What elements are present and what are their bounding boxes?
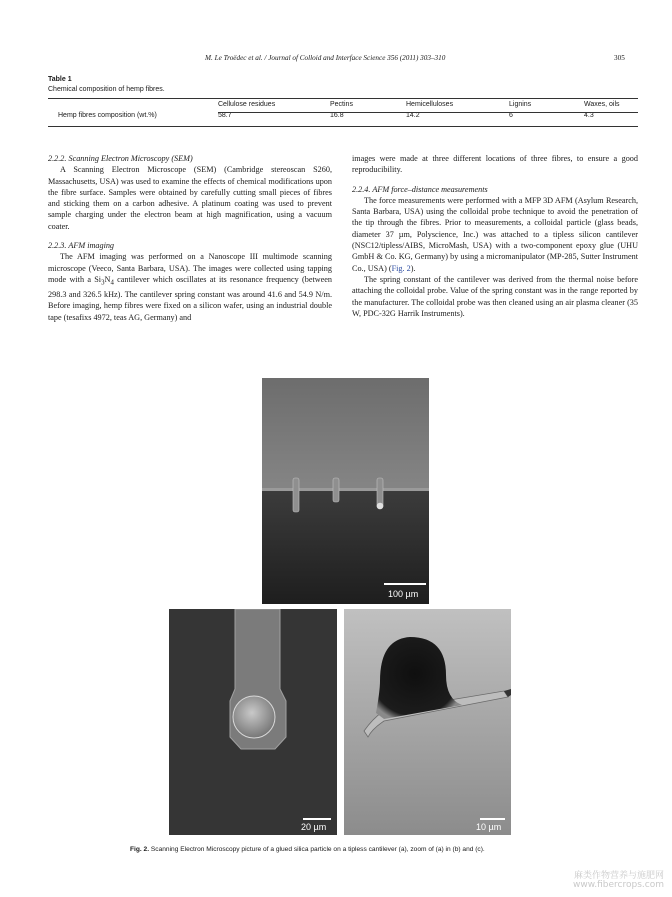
section-heading-sem: 2.2.2. Scanning Electron Microscopy (SEM) bbox=[48, 154, 193, 163]
scale-label-b: 20 µm bbox=[301, 822, 327, 832]
scale-bar-a bbox=[384, 583, 426, 585]
running-title: M. Le Troëdec et al. / Journal of Colloid and Interface Science 356 (2011) 303–310 bbox=[205, 54, 446, 62]
sem-image-panel-c bbox=[344, 609, 511, 835]
table-header-cell bbox=[48, 99, 218, 110]
table-header-rule bbox=[218, 112, 638, 113]
paragraph-spring-constant: The spring constant of the cantilever was derived from the thermal noise before attaching the colloidal probe. Value of the spring constant was in the range reported by the manufacturer. The colloidal probe was then cleaned using an air plasma cleaner (35 W, PDC-32G Harrik Instruments). bbox=[352, 274, 638, 318]
table-label: Table 1 bbox=[48, 76, 72, 83]
section-heading-force-distance: 2.2.4. AFM force–distance measurements bbox=[352, 184, 488, 194]
figure-caption: Fig. 2. Scanning Electron Microscopy picture of a glued silica particle on a tipless cantilever (a), zoom of (a) in (b) and (c). bbox=[130, 846, 485, 853]
sem-image-panel-a bbox=[262, 378, 429, 604]
section-heading-afm-imaging: 2.2.3. AFM imaging bbox=[48, 241, 115, 251]
scale-bar-b bbox=[303, 818, 331, 820]
sem-image-a bbox=[262, 378, 429, 604]
figure-reference-link[interactable]: Fig. 2 bbox=[391, 263, 411, 273]
watermark-url: www.fibercrops.com bbox=[573, 880, 664, 890]
table-cell: 58.7 bbox=[218, 112, 232, 119]
left-column bbox=[48, 153, 332, 323]
paragraph-force-distance: The force measurements were performed with a MFP 3D AFM (Asylum Research, Santa Barbara, USA) using the colloidal probe technique to avoid the penetration of the tip through the fibres. Prior to measurements, a colloidal particle (glass beads, diameter 37 µm, Polyscience, Inc.) was attached to a tipless silicon cantilever (NSC12/tipless/AIBS, MicroMash, USA) with a two-component epoxy glue (UHU GmbH & Co. KG, Germany) by using a micromanipulator (MP-285, Sutter Instrument Co., USA) (Fig. 2). bbox=[352, 195, 638, 273]
sem-image-panel-b bbox=[169, 609, 337, 835]
table-bottom-rule bbox=[48, 126, 638, 127]
paragraph-afm-imaging: The AFM imaging was performed on a Nanoscope III multimode scanning microscope (Veeco, Santa Barbara, USA). The images were collected using tapping mode with a $Si_3N_4$ cantilever which oscillates at its resonance frequency (between 298.3 and 326.5 kHz). The cantilever spring constant was around 41.6 and 54.9 N/m. Before imaging, hemp fibres were fixed on a silicon wafer, using an industrial double tape (tesafixs 4972, teas AG, Germany) and bbox=[48, 252, 333, 322]
table-header-cell: Waxes, oils bbox=[584, 101, 620, 108]
sem-image-c bbox=[344, 609, 511, 835]
paragraph-continued: images were made at three different locations of three fibres, to ensure a good reproducibility. bbox=[352, 154, 638, 175]
watermark-chinese: 麻类作物营养与施肥网 bbox=[573, 871, 664, 881]
table-cell: 14.2 bbox=[406, 112, 420, 119]
scale-bar-c bbox=[480, 818, 505, 820]
table-header-cell: Cellulose residues bbox=[218, 101, 276, 108]
table-cell: 16.8 bbox=[330, 112, 344, 119]
table-cell: Hemp fibres composition (wt.%) bbox=[58, 112, 157, 119]
right-column bbox=[352, 153, 638, 319]
page-number: 305 bbox=[614, 54, 625, 62]
table-header-cell: Hemicelluloses bbox=[406, 101, 454, 108]
scale-label-a: 100 µm bbox=[388, 589, 419, 599]
table-caption: Chemical composition of hemp fibres. bbox=[48, 86, 165, 93]
table-cell: 6 bbox=[509, 112, 513, 119]
table-header-cell: Pectins bbox=[330, 101, 353, 108]
table-header-row bbox=[48, 99, 638, 110]
scale-label-c: 10 µm bbox=[476, 822, 502, 832]
composition-table bbox=[48, 99, 638, 121]
table-header-cell: Lignins bbox=[509, 101, 532, 108]
chemical-formula: $Si_3N_4$ bbox=[94, 274, 114, 287]
table-cell: 4.3 bbox=[584, 112, 594, 119]
paragraph-sem: A Scanning Electron Microscope (SEM) (Cambridge stereoscan S260, Massachusetts, USA) was used to examine the effects of chemical modifications upon the fibre surface. Samples were obtained by carefully cutting small pieces of fibres and sticking them on a carbon adhesive. A platinum coating was used to prevent sample charging under the electron beam at high magnification, using a vacuum coater. bbox=[48, 165, 332, 231]
sem-image-b bbox=[169, 609, 337, 835]
